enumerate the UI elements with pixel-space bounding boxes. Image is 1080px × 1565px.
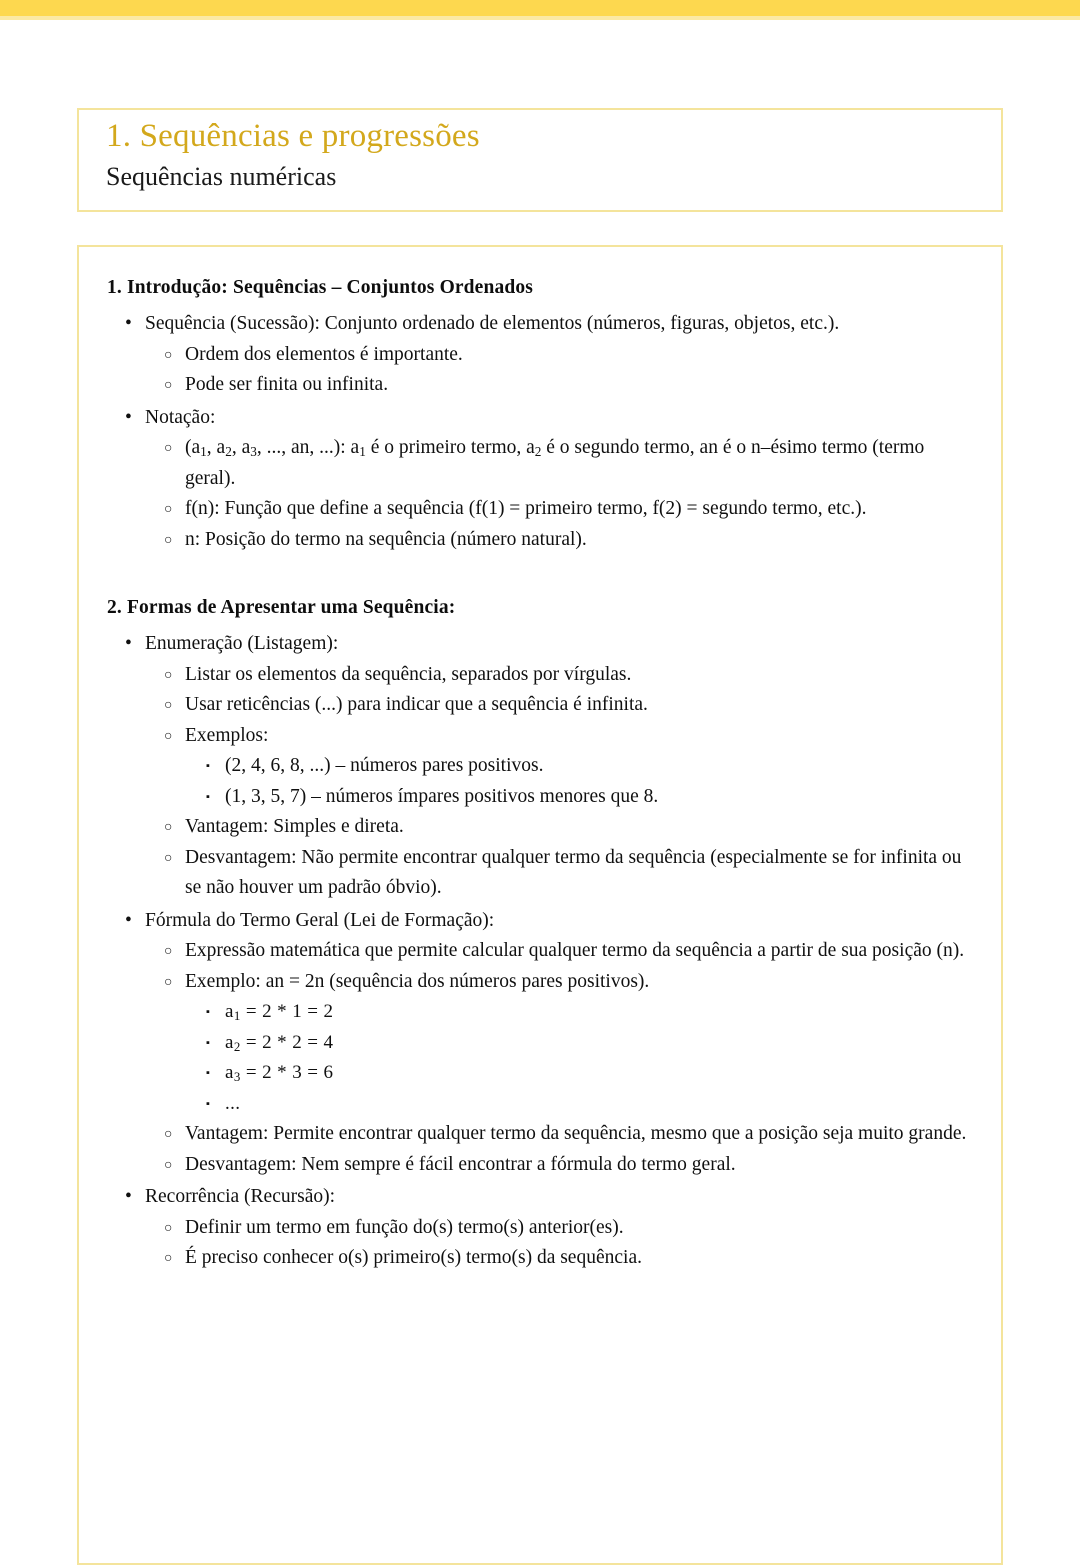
list-item-text: Listar os elementos da sequência, separados por vírgulas. xyxy=(185,663,632,685)
list-item xyxy=(145,812,973,843)
circle-bullet-icon: ○ xyxy=(164,728,173,744)
list-item-text: Pode ser finita ou infinita. xyxy=(185,374,389,395)
list-item xyxy=(107,629,973,904)
list-item xyxy=(185,997,973,1028)
content-root xyxy=(79,247,1001,1274)
list-item-text: Desvantagem: Não permite encontrar qualquer termo da sequência (especialmente se for infinita ou se não houver um padrão óbvio). xyxy=(185,846,962,898)
outline-list-level-2 xyxy=(145,340,973,401)
list-item-text: Sequência (Sucessão): Conjunto ordenado de elementos (números, figuras, objetos, etc.). xyxy=(145,313,840,334)
list-item xyxy=(145,660,973,691)
circle-bullet-icon: ○ xyxy=(164,698,173,713)
list-item-text: Vantagem: Simples e direta. xyxy=(185,816,404,837)
circle-bullet-icon: ○ xyxy=(164,441,173,456)
list-item xyxy=(145,494,973,525)
list-item xyxy=(185,782,973,813)
disc-bullet-icon: • xyxy=(125,633,132,654)
circle-bullet-icon: ○ xyxy=(164,1157,173,1173)
list-item xyxy=(145,525,973,556)
disc-bullet-icon: • xyxy=(125,313,132,334)
outline-list-level-3 xyxy=(185,751,973,812)
list-item-text: Vantagem: Permite encontrar qualquer termo da sequência, mesmo que a posição seja muito grande. xyxy=(185,1123,967,1144)
page-subtitle: Sequências numéricas xyxy=(106,162,337,191)
square-bullet-icon: ▪ xyxy=(206,1097,210,1110)
list-item-text: f(n): Função que define a sequência (f(1) = primeiro termo, f(2) = segundo termo, etc.). xyxy=(185,498,867,519)
circle-bullet-icon: ○ xyxy=(164,532,173,548)
list-item-text: Ordem dos elementos é importante. xyxy=(185,343,463,365)
square-bullet-icon: ▪ xyxy=(206,760,210,772)
list-item-text: Exemplos: xyxy=(185,724,269,746)
outline-list-level-2 xyxy=(145,1213,973,1274)
outline-list-level-1 xyxy=(107,629,973,1274)
list-item-text: ... xyxy=(225,1092,241,1114)
list-item-text: Exemplo: an = 2n (sequência dos números pares positivos). xyxy=(185,970,650,992)
circle-bullet-icon: ○ xyxy=(164,820,173,835)
circle-bullet-icon: ○ xyxy=(164,347,173,363)
list-item xyxy=(145,721,973,813)
list-item xyxy=(145,843,973,904)
square-bullet-icon: ▪ xyxy=(206,1006,210,1018)
document-title-box xyxy=(77,108,1003,212)
list-item xyxy=(185,1089,973,1120)
list-item xyxy=(185,751,973,782)
list-item xyxy=(107,906,973,1181)
section-heading: 2. Formas de Apresentar uma Sequência: xyxy=(107,597,456,618)
circle-bullet-icon: ○ xyxy=(164,974,173,990)
list-item xyxy=(145,1243,973,1274)
list-item xyxy=(145,433,973,494)
list-item xyxy=(185,1028,973,1059)
outline-list-level-3 xyxy=(185,997,973,1119)
list-item-text: Fórmula do Termo Geral (Lei de Formação): xyxy=(145,909,495,931)
list-item xyxy=(145,1213,973,1244)
list-item-text: n: Posição do termo na sequência (número natural). xyxy=(185,528,587,550)
list-item xyxy=(145,1150,973,1181)
list-item-text: É preciso conhecer o(s) primeiro(s) termo(s) da sequência. xyxy=(185,1247,642,1268)
circle-bullet-icon: ○ xyxy=(164,944,173,959)
list-item xyxy=(107,1182,973,1274)
document-content-box xyxy=(77,245,1003,1565)
section-heading: 1. Introdução: Sequências – Conjuntos Ordenados xyxy=(107,277,534,298)
list-item xyxy=(107,403,973,556)
disc-bullet-icon: • xyxy=(125,1186,132,1207)
top-accent-bar-fade xyxy=(0,16,1080,20)
list-item xyxy=(145,690,973,721)
list-item-text: Enumeração (Listagem): xyxy=(145,633,339,654)
list-item xyxy=(185,1058,973,1089)
list-item xyxy=(145,936,973,967)
circle-bullet-icon: ○ xyxy=(164,850,173,866)
circle-bullet-icon: ○ xyxy=(164,502,173,517)
circle-bullet-icon: ○ xyxy=(164,1127,173,1142)
circle-bullet-icon: ○ xyxy=(164,1251,173,1266)
list-item xyxy=(145,370,973,401)
list-item xyxy=(145,967,973,1120)
page-title: 1. Sequências e progressões xyxy=(106,118,480,154)
square-bullet-icon: ▪ xyxy=(206,1036,210,1049)
disc-bullet-icon: • xyxy=(125,406,132,428)
list-item xyxy=(107,309,973,401)
list-item xyxy=(145,340,973,371)
list-item-text: (2, 4, 6, 8, ...) – números pares positivos. xyxy=(225,755,544,776)
list-item-text: $a_2 = 2 * 2 = 4$ xyxy=(225,1031,334,1054)
square-bullet-icon: ▪ xyxy=(206,790,210,803)
list-item-text: Expressão matemática que permite calcular qualquer termo da sequência a partir de sua posição (n). xyxy=(185,940,965,961)
circle-bullet-icon: ○ xyxy=(164,378,173,393)
list-item-text: $a_3 = 2 * 3 = 6$ xyxy=(225,1062,334,1084)
list-item-text: $a_1 = 2 * 1 = 2$ xyxy=(225,1001,334,1023)
list-item-text: (1, 3, 5, 7) – números ímpares positivos menores que 8. xyxy=(225,785,659,807)
disc-bullet-icon: • xyxy=(125,909,132,931)
list-item-text: Definir um termo em função do(s) termo(s) anterior(es). xyxy=(185,1216,624,1238)
outline-list-level-2 xyxy=(145,660,973,904)
list-item-text: Desvantagem: Nem sempre é fácil encontrar a fórmula do termo geral. xyxy=(185,1153,736,1175)
list-item-text: Notação: xyxy=(145,406,216,428)
square-bullet-icon: ▪ xyxy=(206,1067,210,1079)
list-item xyxy=(145,1119,973,1150)
list-item-text: ($a_1$, $a_2$, $a_3$, ..., an, ...): $a_1$ é o primeiro termo, $a_2$ é o segundo termo, an é o n–ésimo termo (termo geral). xyxy=(185,437,925,489)
circle-bullet-icon: ○ xyxy=(164,667,173,683)
outline-list-level-2 xyxy=(145,936,973,1180)
top-accent-bar xyxy=(0,0,1080,16)
outline-list-level-1 xyxy=(107,309,973,555)
circle-bullet-icon: ○ xyxy=(164,1220,173,1236)
list-item-text: Recorrência (Recursão): xyxy=(145,1186,336,1207)
outline-list-level-2 xyxy=(145,433,973,555)
list-item-text: Usar reticências (...) para indicar que a sequência é infinita. xyxy=(185,694,648,715)
